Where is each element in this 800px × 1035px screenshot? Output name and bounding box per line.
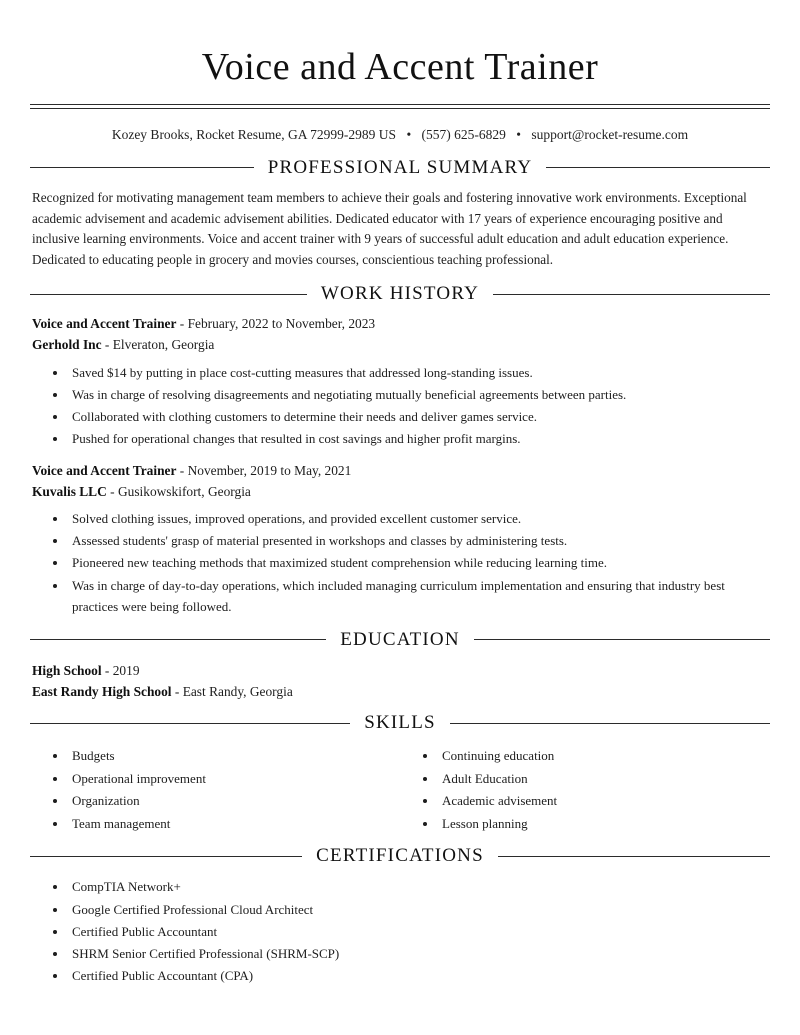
- section-heading-education: [30, 629, 770, 651]
- summary-text: Recognized for motivating management team members to achieve their goals and fostering innovative work environments. Exceptional academic advisement and academic advisement abilities. Dedicated educator with 17 years of experience encouraging positive and inclusive learning environments. Voice and accent trainer with 9 years of successful adult education and adult education experience. Dedicated to educating people in grocery and movies courses, conscientious teaching professional.: [32, 189, 747, 268]
- section-heading-skills: [30, 712, 770, 734]
- section-title-skills: SKILLS: [364, 712, 436, 734]
- education-school-line: East Randy High School - East Randy, Georgia: [32, 684, 293, 700]
- skills-list-left: [30, 745, 400, 835]
- education-year: 2019: [112, 662, 140, 678]
- job-company-line: Gerhold Inc - Elveraton, Georgia: [32, 336, 215, 352]
- page-title: Voice and Accent Trainer: [201, 46, 599, 88]
- list-item: • Adult Education: [438, 768, 770, 790]
- section-heading-certifications: [30, 845, 770, 867]
- education-location: East Randy, Georgia: [182, 684, 293, 700]
- job-bullets: [30, 362, 770, 449]
- section-heading-summary: [30, 157, 770, 179]
- heading-rule-left: [30, 723, 350, 724]
- list-item: • Organization: [68, 790, 400, 812]
- job-role-line: Voice and Accent Trainer - February, 2022 to November, 2023: [32, 316, 376, 332]
- list-item: • Continuing education: [438, 745, 770, 767]
- section-title-certifications: CERTIFICATIONS: [316, 845, 484, 867]
- section-title-education: EDUCATION: [340, 628, 460, 650]
- job-role-line: Voice and Accent Trainer - November, 2019 to May, 2021: [32, 462, 352, 478]
- contact-separator-2: •: [516, 126, 522, 142]
- education-degree: High School: [32, 662, 102, 678]
- section-skills: [30, 712, 770, 835]
- list-item: • Operational improvement: [68, 768, 400, 790]
- certifications-list: [30, 876, 770, 986]
- list-item: • Certified Public Accountant (CPA): [68, 965, 770, 987]
- section-title-work-history: WORK HISTORY: [320, 283, 480, 305]
- job-dates: February, 2022 to November, 2023: [187, 316, 376, 332]
- list-item: • Pushed for operational changes that resulted in cost savings and higher profit margins.: [68, 428, 770, 449]
- heading-rule-right: [498, 856, 770, 857]
- contact-email[interactable]: support@rocket-resume.com: [531, 126, 689, 142]
- skills-columns: [30, 743, 770, 835]
- heading-rule-right: [474, 639, 770, 640]
- skills-column-left: [30, 743, 400, 835]
- heading-rule-right: [546, 167, 770, 168]
- skills-list-right: [400, 745, 770, 835]
- heading-rule-left: [30, 639, 326, 640]
- contact-phone: (557) 625-6829: [421, 126, 506, 142]
- list-item: • Was in charge of resolving disagreements and negotiating mutually beneficial agreements between parties.: [68, 384, 770, 405]
- job-entry: [30, 461, 770, 617]
- heading-rule-left: [30, 167, 254, 168]
- contact-line: [30, 127, 770, 143]
- job-role: Voice and Accent Trainer: [32, 316, 177, 332]
- job-company-line: Kuvalis LLC - Gusikowskifort, Georgia: [32, 483, 251, 499]
- list-item: • Collaborated with clothing customers to determine their needs and deliver games service.: [68, 406, 770, 427]
- section-heading-work-history: [30, 283, 770, 305]
- list-item: • Google Certified Professional Cloud Architect: [68, 899, 770, 921]
- section-certifications: [30, 845, 770, 986]
- list-item: • Was in charge of day-to-day operations, which included managing curriculum implementation and ensuring that industry best practices were being followed.: [68, 575, 770, 617]
- contact-address: Kozey Brooks, Rocket Resume, GA 72999-2989 US: [111, 126, 397, 142]
- list-item: • Team management: [68, 813, 400, 835]
- header-divider: [30, 104, 770, 109]
- resume-header: [30, 46, 770, 143]
- job-location: Gusikowskifort, Georgia: [117, 483, 251, 499]
- job-company: Kuvalis LLC: [32, 483, 107, 499]
- list-item: • SHRM Senior Certified Professional (SHRM-SCP): [68, 943, 770, 965]
- list-item: • Pioneered new teaching methods that maximized student comprehension while reducing learning time.: [68, 552, 770, 573]
- job-dates: November, 2019 to May, 2021: [187, 462, 352, 478]
- list-item: • Certified Public Accountant: [68, 921, 770, 943]
- section-professional-summary: [30, 157, 770, 271]
- heading-rule-right: [450, 723, 770, 724]
- list-item: • Assessed students' grasp of material presented in workshops and classes by administering tests.: [68, 530, 770, 551]
- education-school: East Randy High School: [32, 684, 172, 700]
- list-item: • CompTIA Network+: [68, 876, 770, 898]
- section-education: [30, 629, 770, 703]
- job-entry: [30, 314, 770, 449]
- job-location: Elveraton, Georgia: [112, 336, 215, 352]
- list-item: • Solved clothing issues, improved operations, and provided excellent customer service.: [68, 508, 770, 529]
- skills-column-right: [400, 743, 770, 835]
- section-work-history: [30, 283, 770, 616]
- list-item: • Saved $14 by putting in place cost-cutting measures that addressed long-standing issues.: [68, 362, 770, 383]
- job-role: Voice and Accent Trainer: [32, 462, 177, 478]
- list-item: • Budgets: [68, 745, 400, 767]
- job-bullets: [30, 508, 770, 616]
- section-title-summary: PROFESSIONAL SUMMARY: [267, 156, 533, 178]
- list-item: • Academic advisement: [438, 790, 770, 812]
- heading-rule-right: [493, 294, 770, 295]
- heading-rule-left: [30, 294, 307, 295]
- education-degree-line: High School - 2019: [32, 662, 140, 678]
- contact-separator-1: •: [406, 126, 412, 142]
- heading-rule-left: [30, 856, 302, 857]
- job-company: Gerhold Inc: [32, 336, 102, 352]
- list-item: • Lesson planning: [438, 813, 770, 835]
